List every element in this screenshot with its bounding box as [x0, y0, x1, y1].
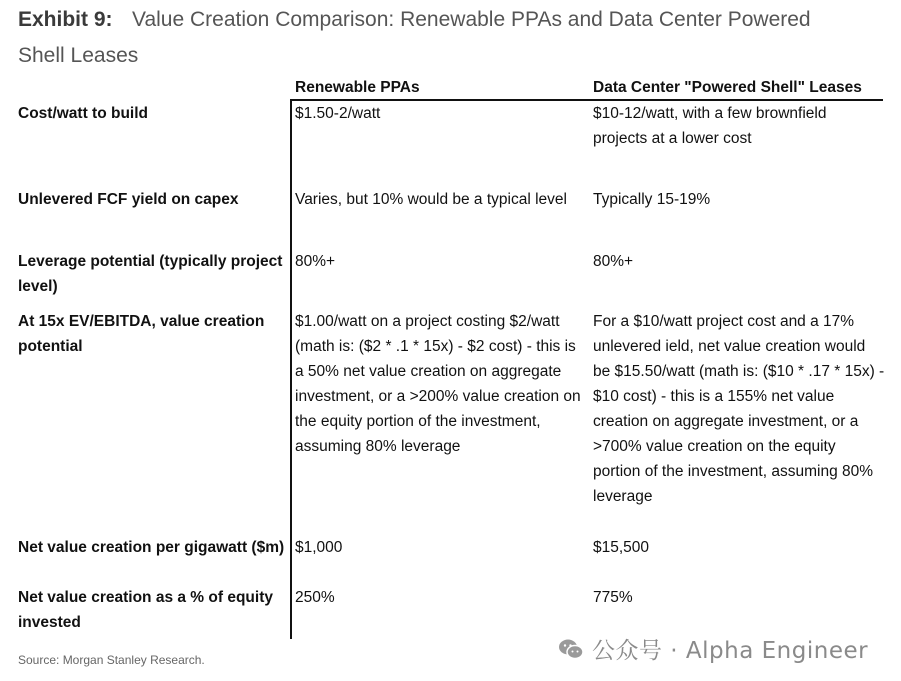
column-divider	[290, 99, 292, 639]
exhibit-label: Exhibit 9:	[18, 8, 113, 31]
watermark	[558, 632, 868, 665]
page-title: Value Creation Comparison: Renewable PPAs and Data Center Powered	[132, 8, 811, 31]
cell-shell-value-pct-equity: 775%	[593, 589, 633, 606]
cell-renewable-fcf-yield: Varies, but 10% would be a typical level	[295, 191, 567, 208]
cell-renewable-value-per-gigawatt: $1,000	[295, 539, 343, 556]
column-header-powered-shell-leases: Data Center "Powered Shell" Leases	[593, 79, 862, 96]
cell-shell-value-per-gigawatt: $15,500	[593, 539, 650, 556]
source-note: Source: Morgan Stanley Research.	[18, 653, 205, 667]
row-label-value-pct-equity: Net value creation as a % of equity invested	[18, 589, 273, 631]
page-title-continued: Shell Leases	[18, 44, 139, 67]
cell-renewable-cost-per-watt: $1.50-2/watt	[295, 105, 381, 122]
wechat-icon	[558, 638, 584, 660]
cell-shell-value-creation: For a $10/watt project cost and a 17% unlevered ield, net value creation would be $15.50/watt (math is: ($10 * .17 * 15x) - $10 cost) - this is a 155% net value creation on aggregate investment, or a >700% value creation on the equity portion of the investment, assuming 80% leverage	[593, 313, 885, 505]
row-label-cost-per-watt: Cost/watt to build	[18, 105, 149, 122]
watermark-text: 公众号 · Alpha Engineer	[592, 638, 869, 664]
row-label-value-per-gigawatt: Net value creation per gigawatt ($m)	[18, 539, 285, 556]
cell-renewable-value-pct-equity: 250%	[295, 589, 335, 606]
cell-renewable-value-creation: $1.00/watt on a project costing $2/watt (math is: ($2 * .1 * 15x) - $2 cost) - this is a 50% net value creation on aggregate investment, or a >200% value creation on the equity portion of the investment, assuming 80% leverage	[295, 313, 581, 455]
row-label-fcf-yield: Unlevered FCF yield on capex	[18, 191, 239, 208]
column-header-renewable-ppas: Renewable PPAs	[295, 79, 420, 96]
cell-shell-fcf-yield: Typically 15-19%	[593, 191, 711, 208]
row-label-value-creation-potential: At 15x EV/EBITDA, value creation potential	[18, 313, 265, 355]
cell-renewable-leverage: 80%+	[295, 253, 336, 270]
cell-shell-cost-per-watt: $10-12/watt, with a few brownfield projects at a lower cost	[593, 105, 827, 147]
cell-shell-leverage: 80%+	[593, 253, 634, 270]
row-label-leverage-potential: Leverage potential (typically project level)	[18, 253, 283, 295]
